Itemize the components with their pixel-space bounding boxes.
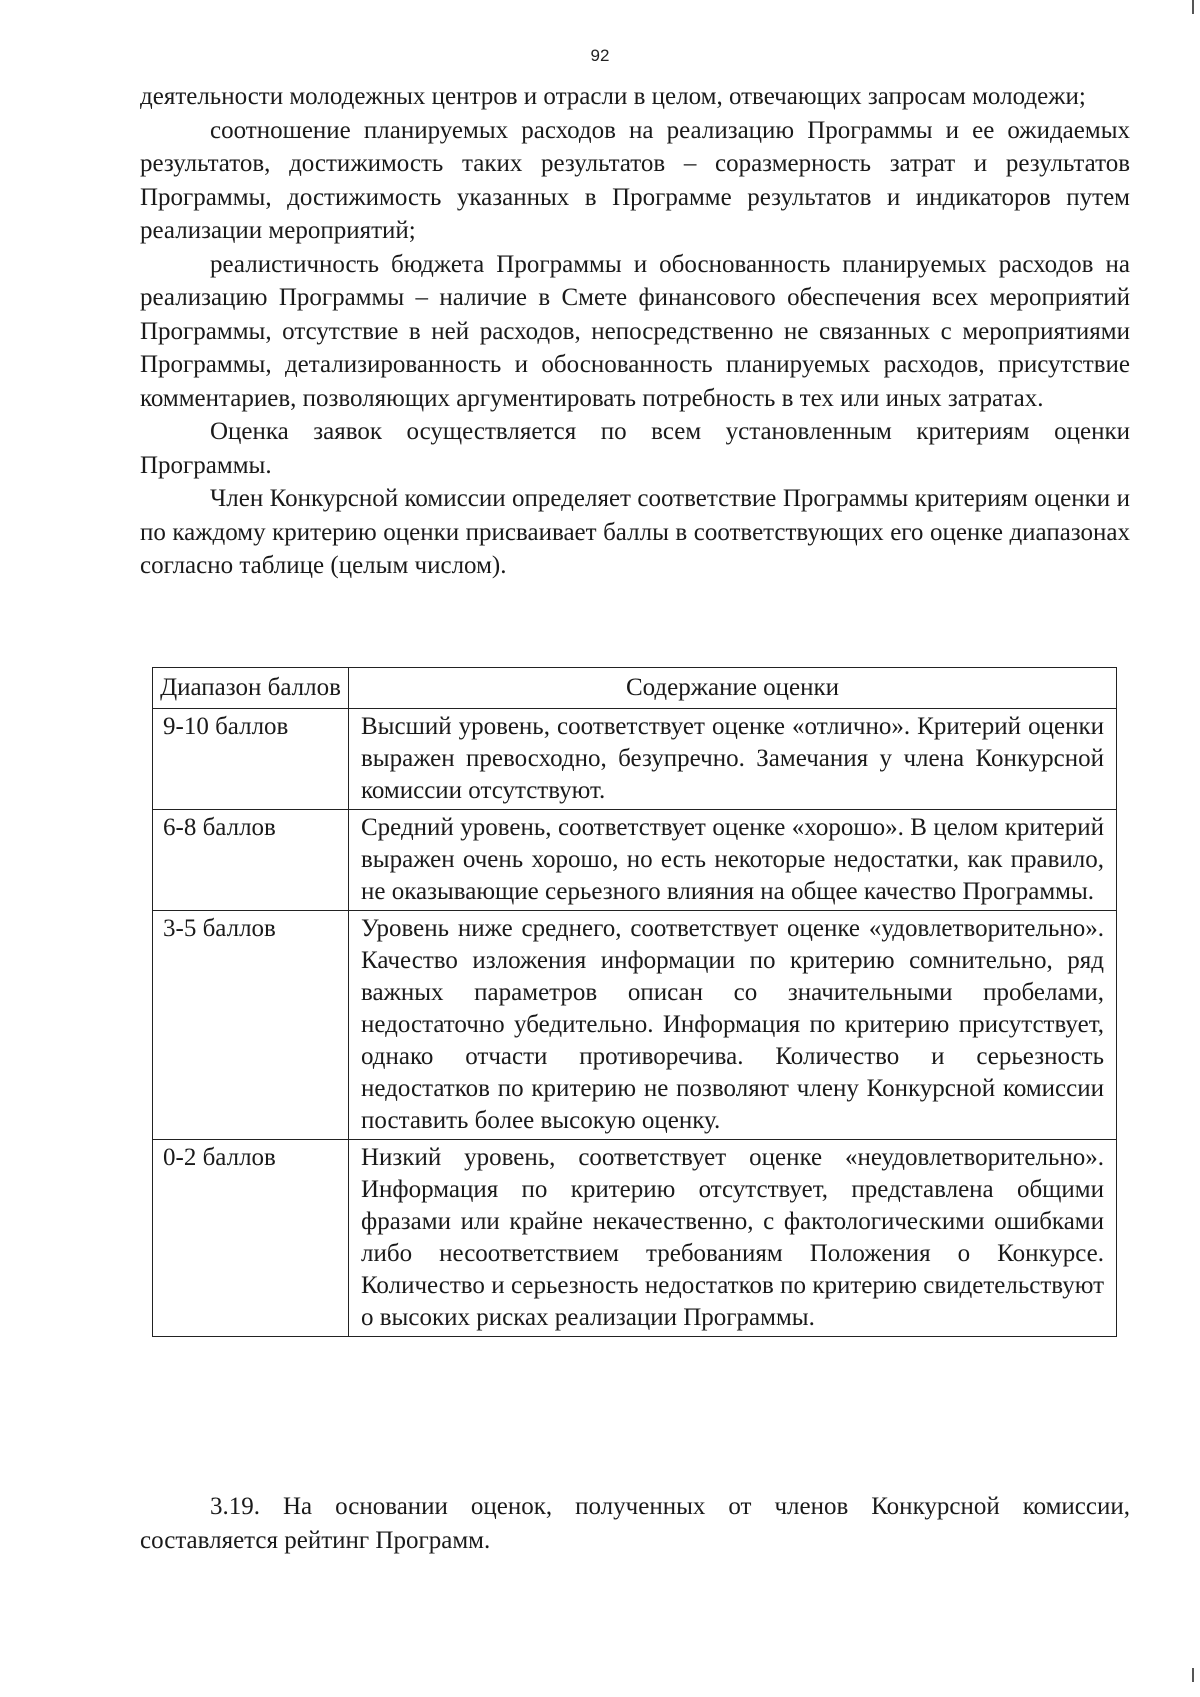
paragraph: соотношение планируемых расходов на реализацию Программы и ее ожидаемых результатов, достижимость таких результатов – соразмерность затрат и результатов Программы, достижимость указанных в Программе результатов и индикаторов путем реализации мероприятий; <box>140 116 1130 244</box>
row-range: 3-5 баллов <box>153 911 349 1140</box>
table-row <box>153 911 1117 1140</box>
table-row <box>153 1140 1117 1337</box>
page-number: 92 <box>590 46 610 65</box>
paragraph: реалистичность бюджета Программы и обоснованность планируемых расходов на реализацию Программы – наличие в Смете финансового обеспечения всех мероприятий Программы, отсутствие в ней расходов, непосредственно не связанных с мероприятиями Программы, детализированность и обоснованность планируемых расходов, присутствие комментариев, позволяющих аргументировать потребность в тех или иных затратах. <box>140 250 1130 412</box>
body-text <box>140 80 1130 583</box>
paragraph: Оценка заявок осуществляется по всем установленным критериям оценки Программы. <box>140 418 1130 479</box>
paragraph: Член Конкурсной комиссии определяет соответствие Программы критериям оценки и по каждому критерию оценки присваивает баллы в соответствующих его оценке диапазонах согласно таблице (целым числом). <box>140 485 1130 579</box>
row-range: 6-8 баллов <box>153 810 349 911</box>
header-range: Диапазон баллов <box>153 668 349 709</box>
row-description: Высший уровень, соответствует оценке «отлично». Критерий оценки выражен превосходно, безупречно. Замечания у члена Конкурсной комиссии отсутствуют. <box>349 709 1117 810</box>
scores-table <box>152 667 1117 1337</box>
row-description: Низкий уровень, соответствует оценке «неудовлетворительно». Информация по критерию отсутствует, представлена общими фразами или крайне некачественно, с фактологическими ошибками либо несоответствием требованиям Положения о Конкурсе. Количество и серьезность недостатков по критерию свидетельствуют о высоких рисках реализации Программы. <box>349 1140 1117 1337</box>
scan-edge-mark <box>1192 1668 1194 1682</box>
row-range: 9-10 баллов <box>153 709 349 810</box>
paragraph: деятельности молодежных центров и отрасли в целом, отвечающих запросам молодежи; <box>140 83 1086 110</box>
table-row <box>153 810 1117 911</box>
row-description: Уровень ниже среднего, соответствует оценке «удовлетворительно». Качество изложения информации по критерию сомнительно, ряд важных параметров описан со значительными пробелами, недостаточно убедительно. Информация по критерию присутствует, однако отчасти противоречива. Количество и серьезность недостатков по критерию не позволяют члену Конкурсной комиссии поставить более высокую оценку. <box>349 911 1117 1140</box>
scan-edge-mark <box>1192 0 1194 14</box>
header-content: Содержание оценки <box>349 668 1117 709</box>
row-description: Средний уровень, соответствует оценке «хорошо». В целом критерий выражен очень хорошо, но есть некоторые недостатки, как правило, не оказывающие серьезного влияния на общее качество Программы. <box>349 810 1117 911</box>
table-row <box>153 709 1117 810</box>
closing-paragraph: 3.19. На основании оценок, полученных от членов Конкурсной комиссии, составляется рейтинг Программ. <box>140 1493 1130 1554</box>
row-range: 0-2 баллов <box>153 1140 349 1337</box>
table-header-row <box>153 668 1117 709</box>
